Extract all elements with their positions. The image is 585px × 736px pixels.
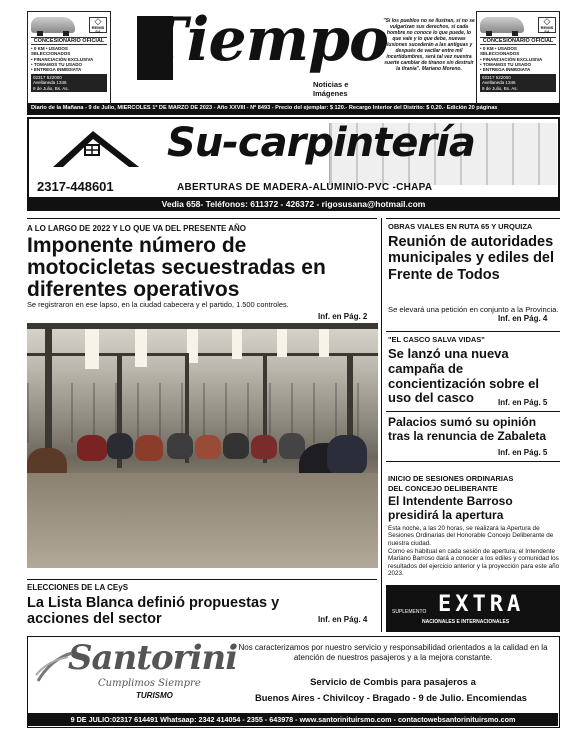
- column-divider: [381, 218, 382, 632]
- divider: [386, 461, 560, 462]
- dealer-city: 9 de Julio, Bs. As.: [482, 85, 518, 91]
- carpinteria-contact: Vedia 658- Teléfonos: 611372 - 426372 - rigosusana@hotmail.com: [29, 197, 558, 209]
- masthead-quote: "Si los pueblos no se ilustran, si no se vulgarizan sus derechos, si cada hombre no conoce lo que puede, lo que vale y lo que debe, nuevas ilusiones sucederán a las antiguas y después de vacilar entre mil incertidumbres, será tal vez nuestra suerte cambiar de tiranos sin destruir la tiranía". Mariano Moreno.: [383, 18, 475, 72]
- dealer-address: Avellaneda 1346: [482, 80, 516, 86]
- dealer-item: • ENTREGA INMEDIATA: [480, 67, 531, 72]
- dealer-item: • 0 KM • USADOS SELECCIONADOS: [31, 46, 71, 57]
- casco-kicker: "EL CASCO SALVA VIDAS": [388, 335, 485, 344]
- main-story-ref[interactable]: Inf. en Pág. 2: [318, 312, 368, 321]
- carpinteria-subtitle: ABERTURAS DE MADERA-ALUMINIO-PVC -CHAPA: [177, 182, 433, 193]
- dealer-ad-right[interactable]: [476, 11, 560, 106]
- dealer-ad-contact: [31, 74, 107, 92]
- dealer-city: 9 de Julio, Bs. As.: [33, 85, 69, 91]
- extra-subtitle: NACIONALES E INTERNACIONALES: [422, 619, 510, 625]
- dealer-item: • 0 KM • USADOS SELECCIONADOS: [480, 46, 520, 57]
- main-story-headline[interactable]: Imponente número de motocicletas secuestradas en diferentes operativos: [27, 234, 326, 302]
- dealer-ad-left[interactable]: [27, 11, 111, 106]
- ruta65-ref[interactable]: Inf. en Pág. 4: [498, 314, 548, 323]
- extra-supplement-box[interactable]: [386, 585, 560, 632]
- palacios-ref[interactable]: Inf. en Pág. 5: [498, 448, 548, 457]
- dealer-ad-title: CONCESIONARIO OFICIAL: [480, 37, 556, 45]
- main-story-summary: Se registraron en ese lapso, en la ciudad cabecera y el partido, 1.500 controles.: [27, 300, 289, 309]
- dealer-ad-items: [31, 46, 107, 72]
- divider: [27, 579, 377, 580]
- dealer-phone: 02317 522000: [33, 75, 62, 81]
- swoosh-icon: [34, 647, 74, 687]
- santorini-slogan: Cumplimos Siempre: [98, 678, 201, 689]
- dealer-ad-header: [480, 14, 556, 36]
- divider: [386, 411, 560, 412]
- carpinteria-ad[interactable]: [27, 117, 560, 211]
- car-image: [31, 17, 75, 33]
- renault-logo-icon: ◇ REIMS SA: [538, 17, 556, 33]
- sesiones-body-1: Esta noche, a las 20 horas, se realizará la Apertura de Sesiones Ordinarias del Honorable Concejo Deliberante de nuestra ciudad.: [388, 525, 554, 547]
- palacios-headline[interactable]: Palacios sumó su opinión tras la renuncia de Zabaleta: [388, 415, 547, 443]
- santorini-contact: 9 DE JULIO:02317 614491 Whatsaap: 2342 414054 - 2355 - 643978 - www.santorinituirsmo.com - contactowebsantorinituirsmo.com: [28, 713, 558, 726]
- sesiones-kicker-2: DEL CONCEJO DELIBERANTE: [388, 484, 498, 493]
- santorini-text: Nos caracterizamos por nuestro servicio y responsabilidad orientados a la calidad en la atención de nuestros pasajeros y a la mejora constante.: [238, 643, 548, 662]
- santorini-ad[interactable]: [27, 636, 560, 728]
- divider: [386, 331, 560, 332]
- extra-word: EXTRA: [438, 592, 525, 617]
- casco-headline[interactable]: Se lanzó una nueva campaña de concientización sobre el uso del casco: [388, 346, 539, 406]
- dealer-item: • TOMAMOS TU USADO: [31, 61, 82, 67]
- carpinteria-name: Su-carpintería: [167, 120, 475, 166]
- masthead-tagline: Noticias e Imágenes: [313, 80, 349, 98]
- ruta65-kicker: OBRAS VIALES EN RUTA 65 Y URQUIZA: [388, 222, 533, 231]
- main-story-kicker: A LO LARGO DE 2022 Y LO QUE VA DEL PRESENTE AÑO: [27, 224, 247, 233]
- dealer-item: • TOMAMOS TU USADO: [480, 61, 531, 67]
- ceys-headline[interactable]: La Lista Blanca definió propuestas y acciones del sector: [27, 595, 280, 628]
- ceys-kicker: ELECCIONES DE LA CEyS: [27, 583, 129, 592]
- motorcycles-photo: [27, 323, 378, 568]
- santorini-type: TURISMO: [136, 691, 173, 700]
- dealer-ad-header: [31, 14, 107, 36]
- masthead-title: Tiempo: [143, 5, 389, 75]
- dealer-item: • ENTREGA INMEDIATA: [31, 67, 82, 72]
- sesiones-body-2: Como es habitual en cada sesión de apertura, el Intendente Mariano Barroso dará a conocer a los ediles y comunidad los resultados del ejercicio anterior y la proyección para este año 2023.: [388, 548, 560, 578]
- divider: [27, 218, 377, 219]
- dealer-item: • FINANCIACIÓN EXCLUSIVA: [480, 56, 543, 62]
- santorini-service: Servicio de Combis para pasajeros a: [310, 677, 476, 688]
- dealer-item: • FINANCIACIÓN EXCLUSIVA: [31, 56, 94, 62]
- masthead-title-block: [133, 5, 389, 100]
- sesiones-headline[interactable]: El Intendente Barroso presidirá la apertura: [388, 494, 513, 522]
- sesiones-kicker-1: INICIO DE SESIONES ORDINARIAS: [388, 474, 514, 483]
- dealer-address: Avellaneda 1346: [33, 80, 67, 86]
- ceys-ref[interactable]: Inf. en Pág. 4: [318, 615, 368, 624]
- santorini-routes: Buenos Aires - Chivilcoy - Bragado - 9 de Julio. Encomiendas: [255, 693, 527, 703]
- santorini-logo: Santorini: [68, 638, 238, 678]
- house-roof-icon: [51, 127, 141, 173]
- extra-label: SUPLEMENTO: [392, 609, 427, 615]
- dealer-phone: 02317 522000: [482, 75, 511, 81]
- divider: [386, 218, 560, 219]
- dateline-bar: Diario de la Mañana - 9 de Julio, MIERCOLES 1º DE MARZO DE 2023 - Año XXVIII - Nº 8493 - Precio del ejemplar: $ 120.- Recargo Interior del Distrito: $ 0,20.- Edición 20 páginas: [27, 103, 560, 115]
- ruta65-summary: Se elevará una petición en conjunto a la Provincia.: [388, 305, 559, 314]
- dealer-ad-title: CONCESIONARIO OFICIAL: [31, 37, 107, 45]
- casco-ref[interactable]: Inf. en Pág. 5: [498, 398, 548, 407]
- ruta65-headline[interactable]: Reunión de autoridades municipales y ediles del Frente de Todos: [388, 234, 555, 283]
- car-image: [480, 17, 524, 33]
- dealer-ad-contact: [480, 74, 556, 92]
- carpinteria-phone: 2317-448601: [37, 179, 114, 194]
- dealer-ad-items: [480, 46, 556, 72]
- renault-logo-icon: ◇ REIMS SA: [89, 17, 107, 33]
